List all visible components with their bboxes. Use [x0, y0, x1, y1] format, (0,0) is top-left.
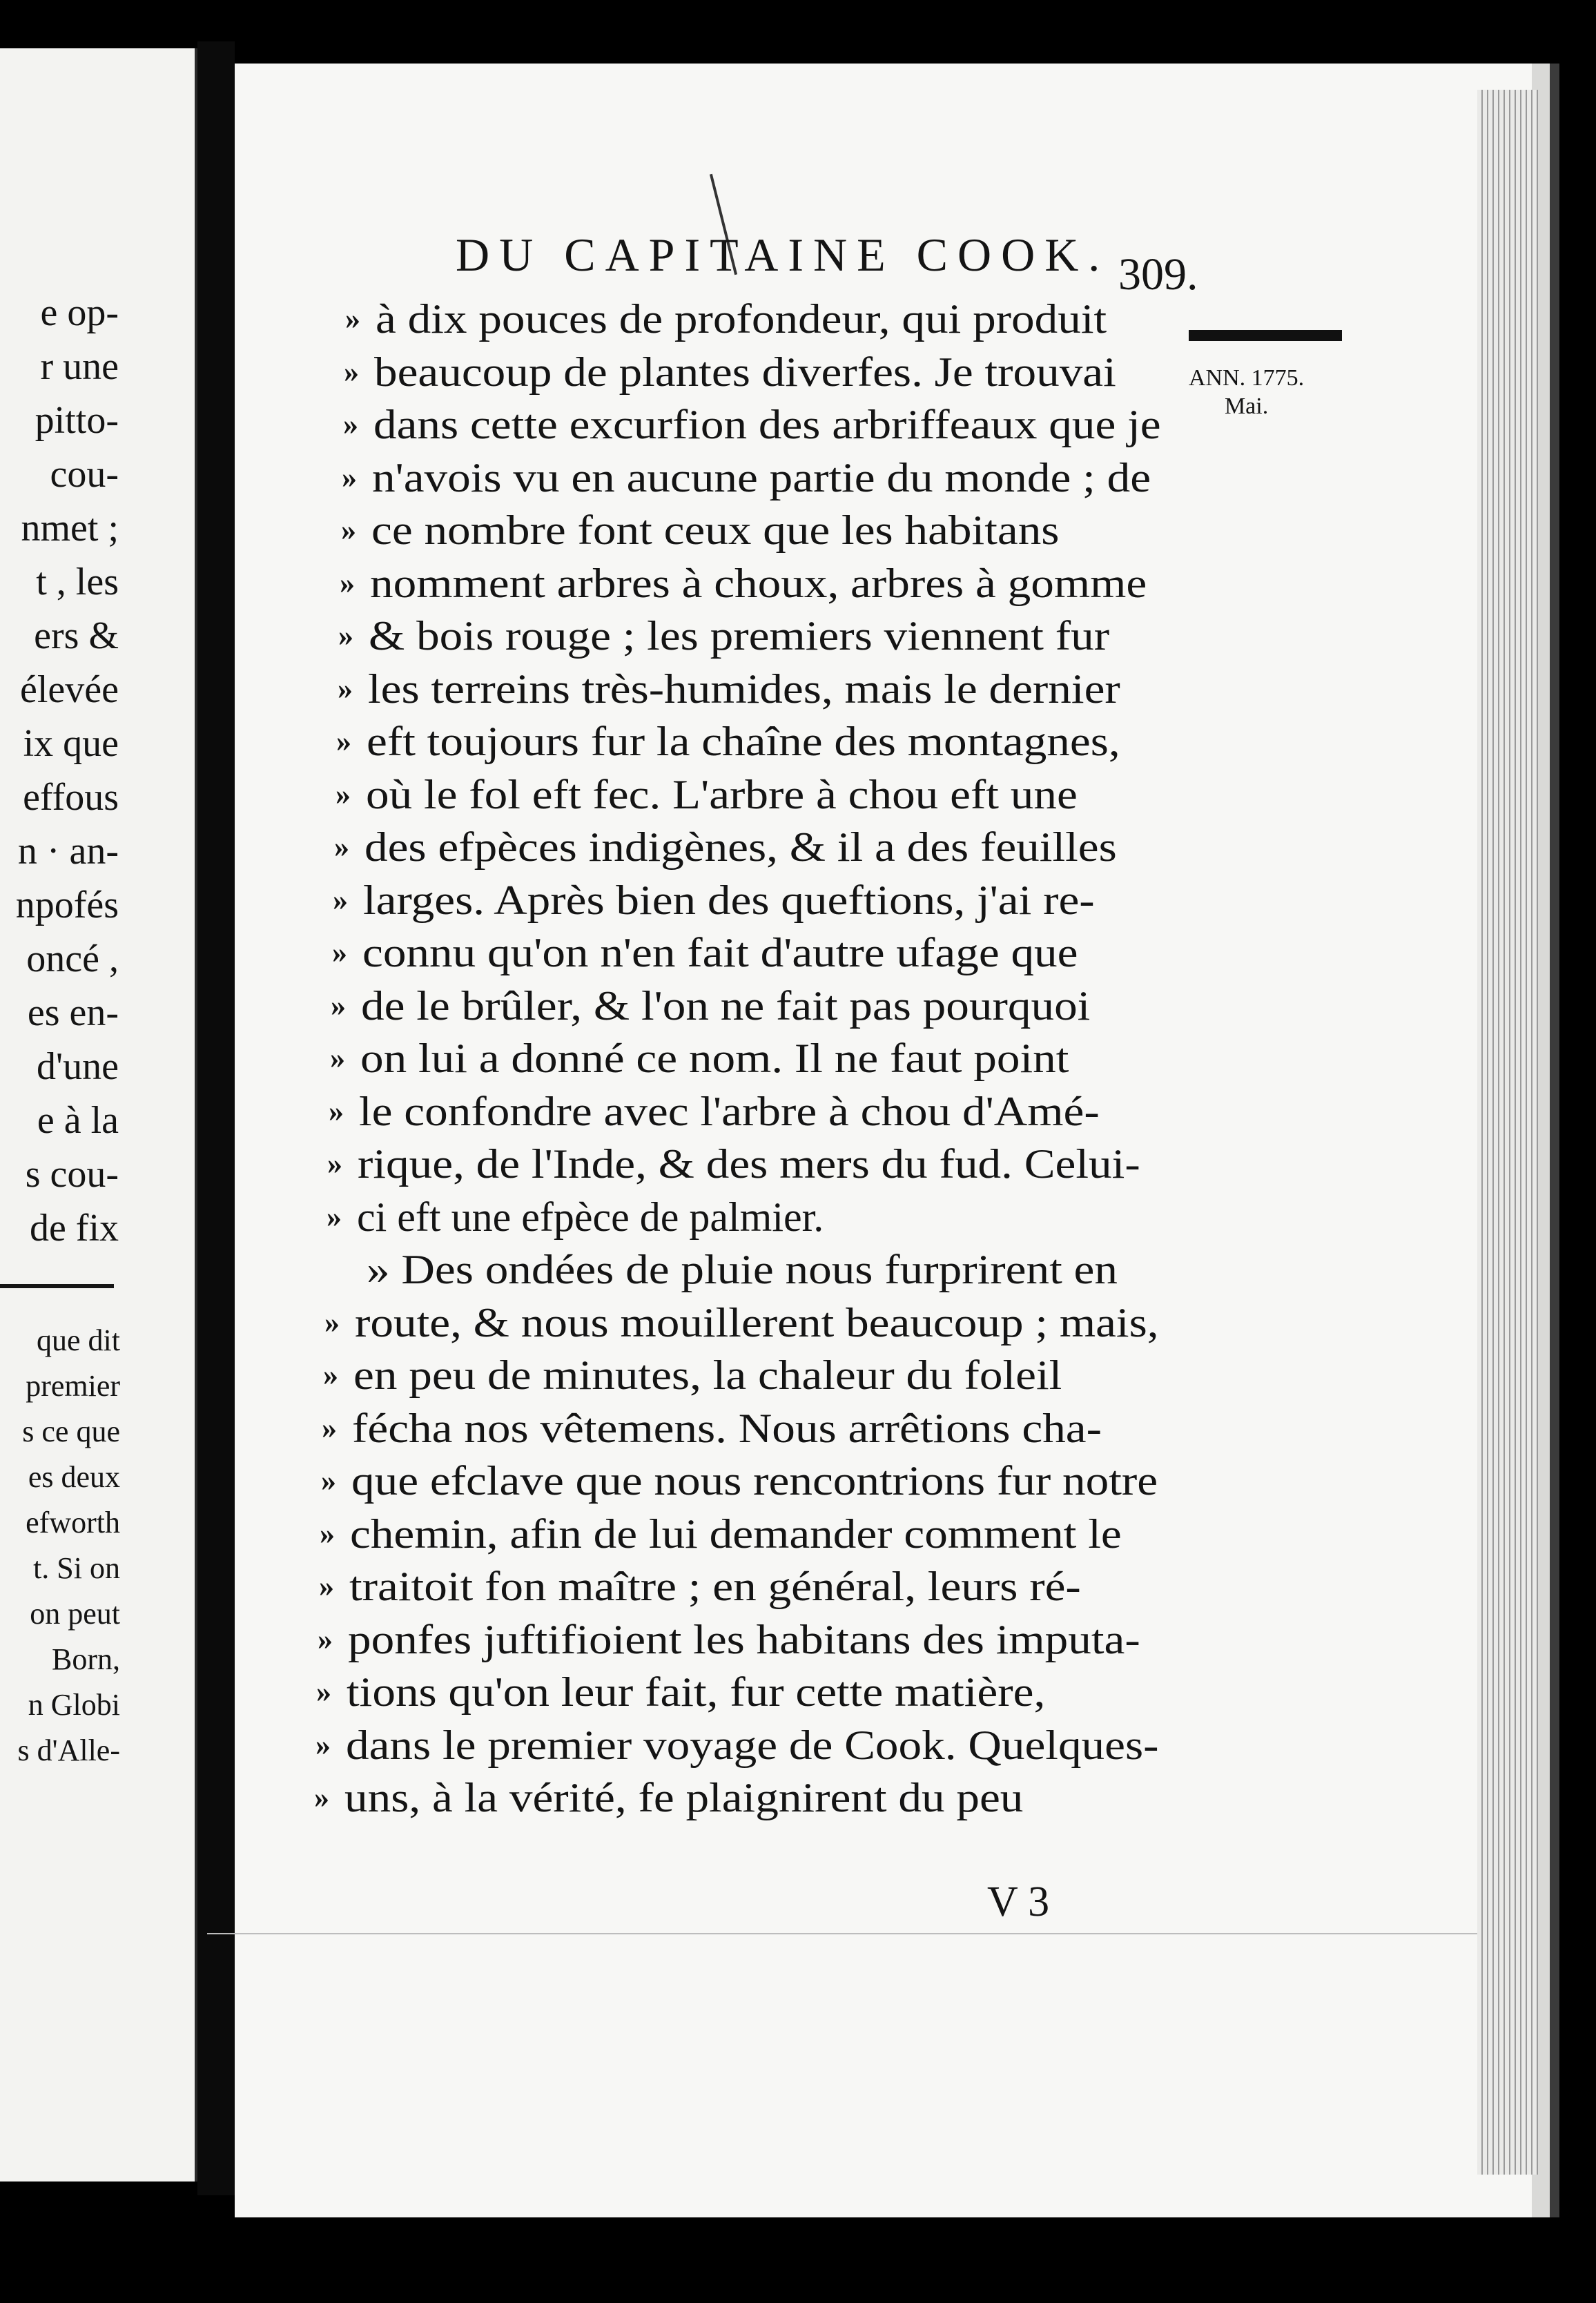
text-line [334, 824, 1117, 870]
quote-mark: » [323, 1358, 338, 1392]
quote-mark: » [314, 1780, 329, 1814]
quote-mark: » [332, 935, 347, 969]
left-page-line: élevée [20, 668, 119, 711]
left-page-line: n · an- [17, 830, 119, 873]
text-line [327, 1196, 824, 1238]
text-line [333, 877, 1095, 923]
line-text: ce nombre font ceux que les habitans [371, 507, 1060, 553]
left-page-note-line: on peut [30, 1597, 120, 1631]
text-line [324, 1299, 1159, 1345]
left-page-note-line: efworth [26, 1506, 120, 1539]
quote-mark: » [324, 1305, 340, 1339]
line-text: connu qu'on n'en fait d'autre ufage que [362, 930, 1078, 975]
signature-mark: V 3 [987, 1878, 1050, 1925]
text-line [327, 1141, 1140, 1187]
margin-note [1189, 365, 1304, 421]
left-page-line: de fix [29, 1207, 119, 1250]
text-line [335, 771, 1078, 817]
line-text: fécha nos vêtemens. Nous arrêtions cha- [352, 1405, 1102, 1451]
text-line [332, 930, 1078, 975]
line-text: des efpèces indigènes, & il a des feuilles [364, 824, 1117, 870]
text-line [336, 719, 1120, 764]
text-line [320, 1510, 1122, 1557]
quote-mark: » [334, 830, 349, 864]
line-text: rique, de l'Inde, & des mers du fud. Celui- [358, 1141, 1140, 1187]
text-line [329, 1088, 1100, 1134]
margin-rule [1189, 330, 1342, 341]
line-text: traitoit fon maître ; en général, leurs ré- [349, 1564, 1081, 1609]
left-page-note-line: que dit [37, 1323, 120, 1357]
quote-mark: » [336, 724, 351, 758]
line-text: tions qu'on leur fait, fur cette matière, [347, 1669, 1046, 1715]
left-page-note-line: s ce que [22, 1415, 120, 1448]
left-page-line: t , les [36, 561, 119, 603]
left-page-note-line: t. Si on [33, 1551, 120, 1585]
left-page-line: e à la [37, 1099, 119, 1142]
text-line [321, 1458, 1158, 1504]
text-line [330, 1036, 1069, 1081]
page-edges [1477, 90, 1538, 2175]
line-text: eft toujours fur la chaîne des montagnes, [367, 719, 1120, 764]
quote-mark: » [316, 1675, 331, 1709]
line-text: beaucoup de plantes diverfes. Je trouvai [374, 349, 1116, 395]
line-text: à dix pouces de profondeur, qui produit [376, 296, 1107, 342]
left-page-line: e op- [40, 291, 119, 334]
line-text: que efclave que nous rencontrions fur notre [351, 1458, 1158, 1504]
line-text: on lui a donné ce nom. Il ne faut point [360, 1036, 1069, 1081]
margin-note-year: ANN. 1775. [1189, 365, 1305, 391]
quote-mark: » [320, 1516, 335, 1551]
quote-mark: » [338, 671, 353, 706]
line-text: où le fol eft fec. L'arbre à chou eft une [366, 771, 1078, 817]
left-page-rule [0, 1284, 114, 1288]
text-line [316, 1669, 1046, 1715]
margin-note-month: Mai. [1224, 393, 1269, 419]
quote-mark: » [315, 1727, 331, 1762]
quote-mark: » [333, 882, 348, 917]
line-text: dans le premier voyage de Cook. Quelques- [346, 1722, 1159, 1768]
quote-mark: » [327, 1147, 342, 1180]
left-page-line: npofés [15, 884, 119, 926]
left-page-note-line: Born, [52, 1642, 120, 1676]
left-page-line: s cou- [25, 1153, 119, 1196]
text-line [367, 1247, 1118, 1292]
text-line [338, 613, 1110, 659]
left-page-line: cou- [50, 453, 119, 496]
running-head: DU CAPITAINE COOK. [456, 229, 1110, 281]
left-page-line: ers & [34, 614, 119, 657]
left-page [0, 48, 197, 2181]
line-text: les terreins très-humides, mais le dernier [368, 665, 1120, 712]
text-line [314, 1775, 1024, 1820]
left-page-note-line: n Globi [28, 1688, 120, 1722]
line-text: n'avois vu en aucune partie du monde ; de [372, 454, 1151, 501]
text-line [315, 1722, 1159, 1768]
line-text: uns, à la vérité, fe plaignirent du peu [344, 1775, 1024, 1820]
text-line [341, 507, 1060, 553]
quote-mark: » [321, 1464, 336, 1497]
quote-mark: » [341, 513, 356, 547]
left-page-line: d'une [37, 1045, 119, 1088]
line-text: ci eft une efpèce de palmier. [357, 1194, 824, 1240]
book-gutter [197, 41, 235, 2195]
quote-mark: » [338, 619, 353, 652]
line-text: » Des ondées de pluie nous furprirent en [367, 1247, 1118, 1292]
quote-mark: » [344, 354, 359, 389]
text-line [343, 402, 1161, 447]
left-page-note-line: es deux [28, 1460, 120, 1494]
quote-mark: » [330, 1041, 345, 1075]
text-line [322, 1405, 1102, 1451]
quote-mark: » [345, 302, 360, 336]
quote-mark: » [322, 1410, 337, 1445]
line-text: ponfes juftifioient les habitans des imputa- [348, 1616, 1140, 1662]
text-line [318, 1616, 1140, 1662]
page-number: 309. [1118, 249, 1198, 300]
line-text: nomment arbres à choux, arbres à gomme [370, 560, 1147, 606]
left-page-note-line: s d'Alle- [17, 1733, 120, 1767]
quote-mark: » [335, 777, 351, 811]
left-page-line: r une [40, 345, 119, 388]
text-line [319, 1564, 1081, 1609]
text-line [338, 665, 1120, 712]
line-text: route, & nous mouillerent beaucoup ; mais, [355, 1299, 1159, 1345]
scan-line [207, 1933, 1477, 1934]
line-text: en peu de minutes, la chaleur du foleil [353, 1352, 1062, 1398]
line-text: dans cette excurfion des arbriffeaux que je [373, 402, 1161, 447]
left-page-note-line: premier [26, 1369, 120, 1403]
text-line [342, 454, 1151, 501]
left-page-line: oncé , [26, 937, 119, 980]
text-line [345, 296, 1107, 342]
quote-mark: » [329, 1094, 344, 1128]
quote-mark: » [327, 1199, 342, 1234]
left-page-line: pitto- [35, 399, 119, 442]
quote-mark: » [343, 407, 358, 441]
left-page-line: effous [23, 776, 119, 819]
left-page-line: ix que [23, 722, 119, 765]
text-line [323, 1352, 1062, 1398]
quote-mark: » [319, 1569, 334, 1603]
text-line [331, 982, 1091, 1029]
text-line [340, 560, 1147, 606]
quote-mark: » [342, 460, 357, 494]
quote-mark: » [340, 565, 355, 600]
line-text: larges. Après bien des queftions, j'ai re- [363, 877, 1095, 923]
line-text: chemin, afin de lui demander comment le [350, 1510, 1122, 1557]
line-text: de le brûler, & l'on ne fait pas pourquoi [361, 982, 1091, 1029]
left-page-line: es en- [27, 991, 119, 1034]
left-page-line: nmet ; [21, 507, 119, 550]
text-line [344, 349, 1116, 395]
quote-mark: » [331, 988, 346, 1022]
quote-mark: » [318, 1622, 333, 1656]
line-text: le confondre avec l'arbre à chou d'Amé- [359, 1088, 1100, 1134]
line-text: & bois rouge ; les premiers viennent fur [369, 613, 1110, 659]
